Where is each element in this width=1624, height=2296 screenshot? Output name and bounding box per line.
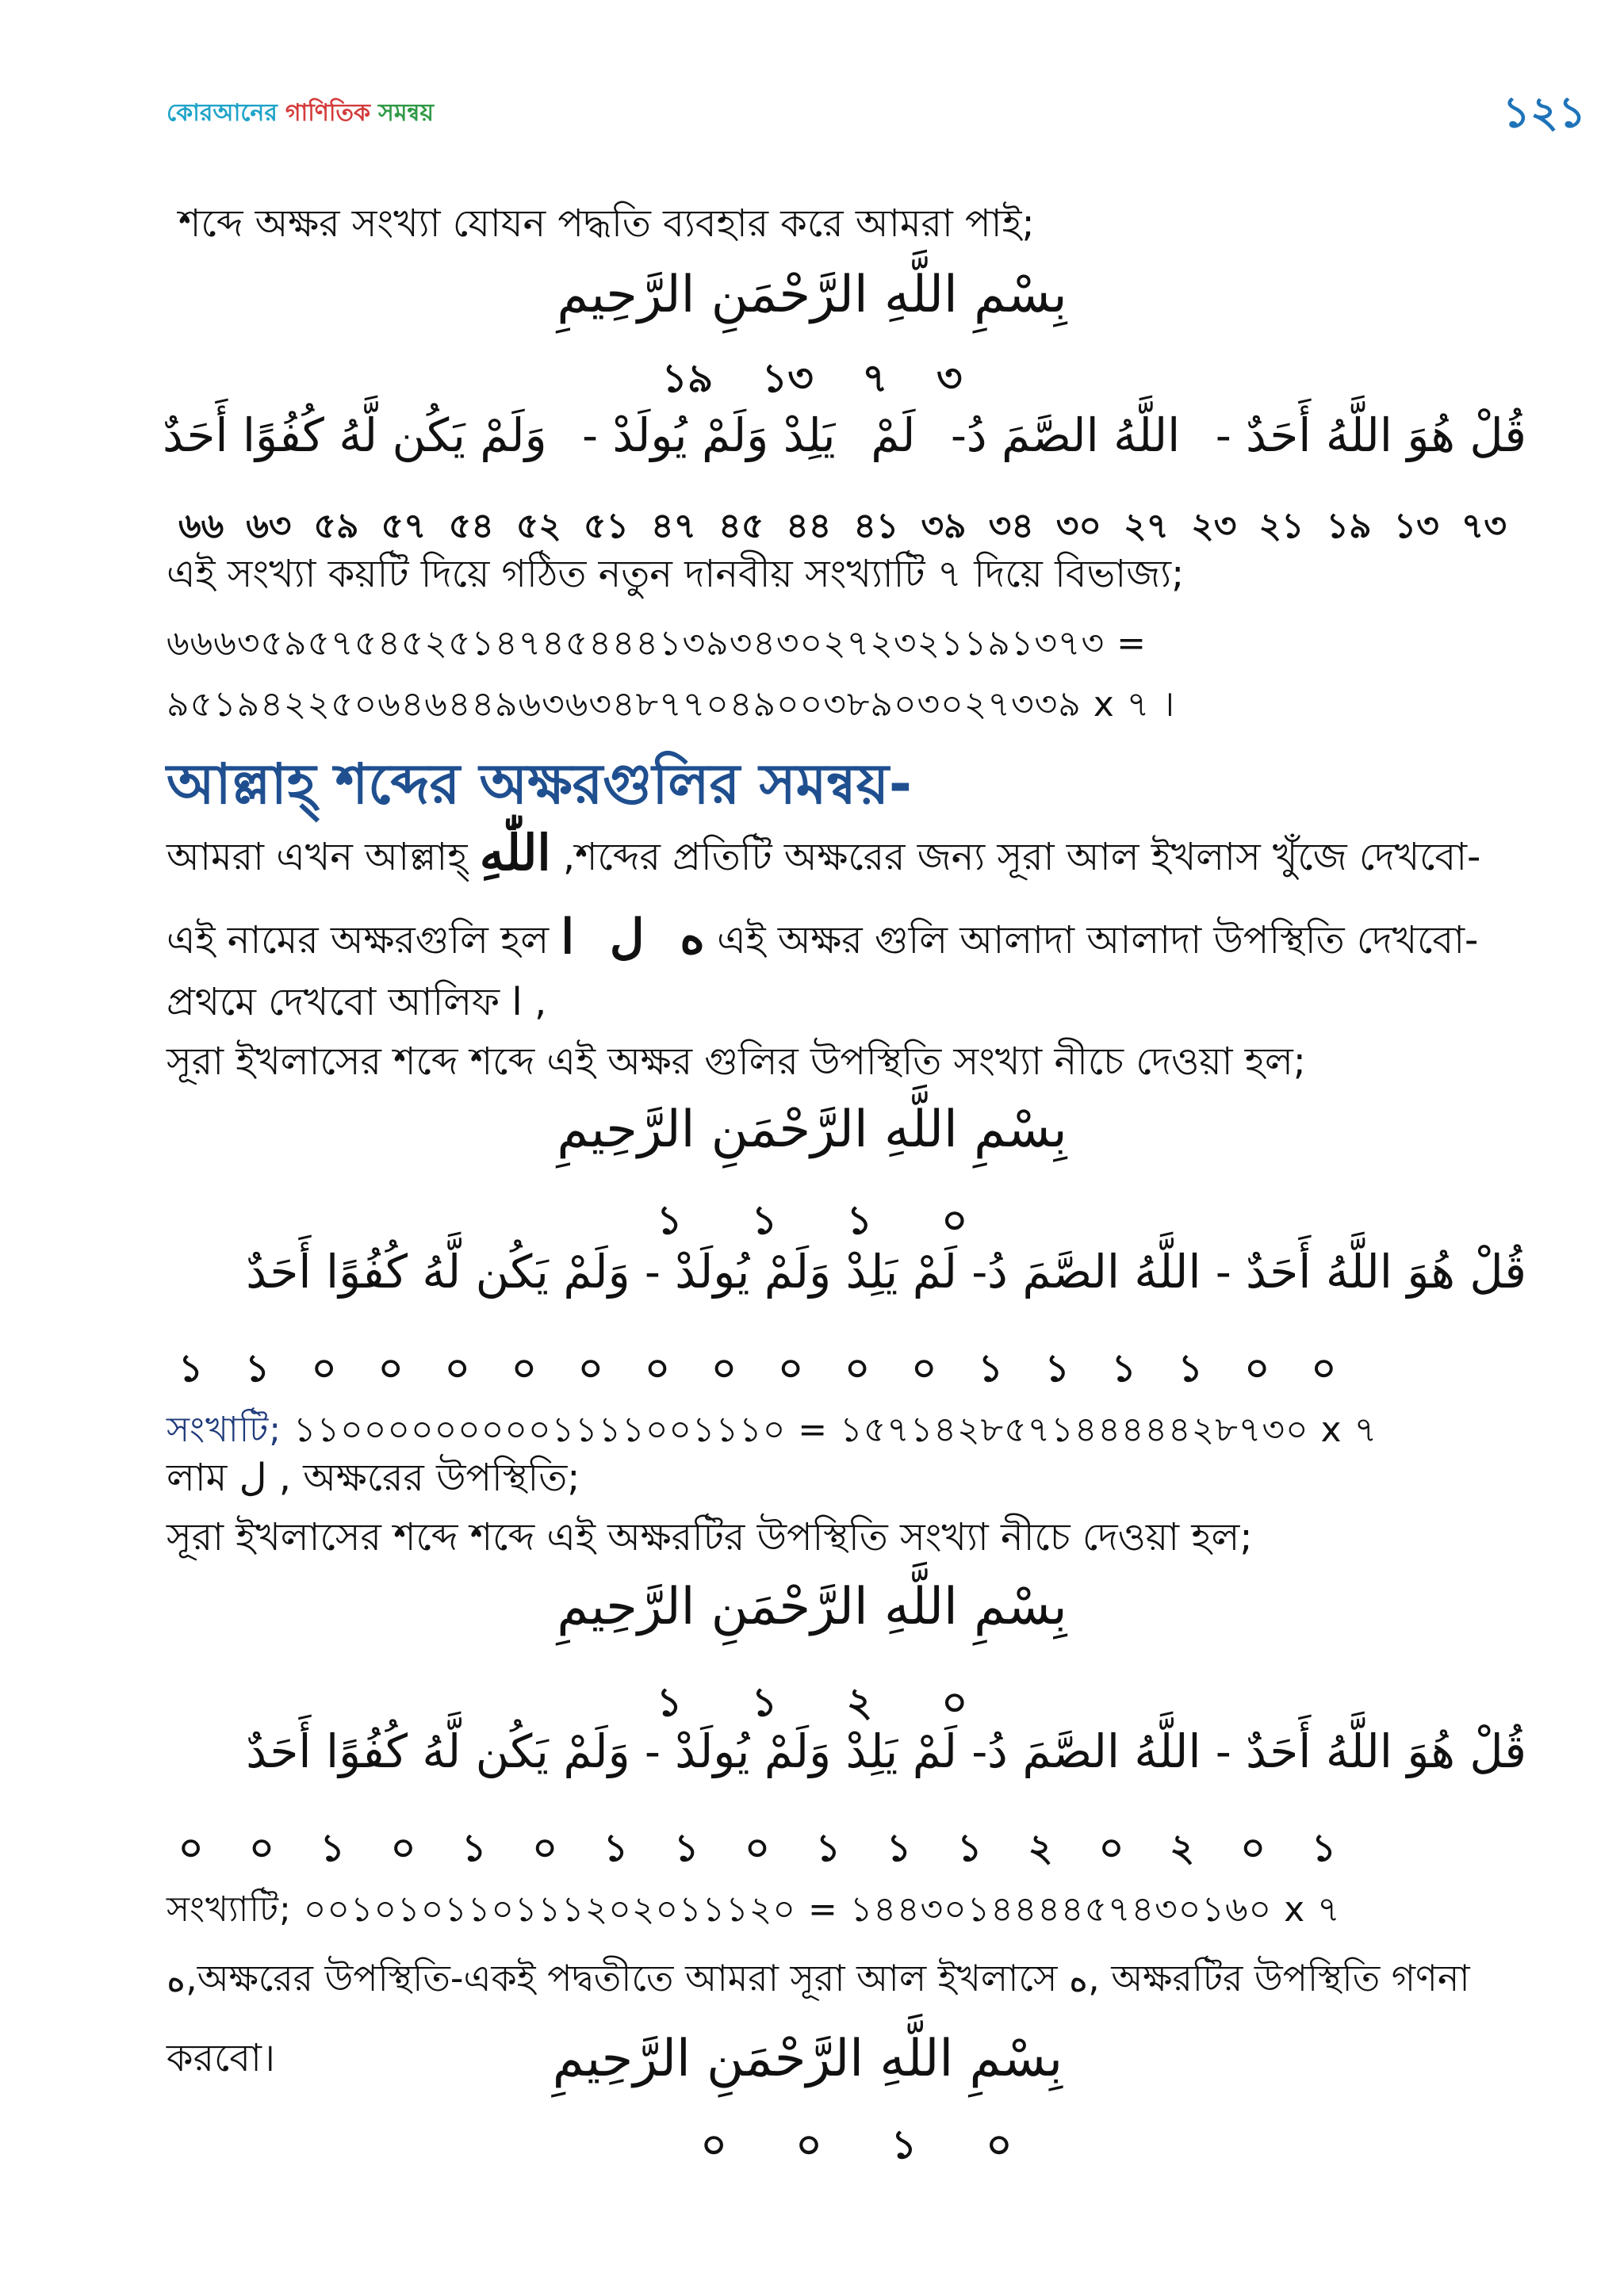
ha-paragraph-2: করবো। — [167, 2036, 276, 2080]
number-cell: ৪১ — [853, 506, 899, 546]
section-heading: আল্লাহ্ শব্দের অক্ষরগুলির সমন্বয়- — [167, 752, 912, 817]
number-cell: ৫২ — [515, 506, 561, 546]
lam-line: লাম ل , অক্ষরের উপস্থিতি; — [167, 1456, 580, 1500]
alif-digit-cell: ১ — [1111, 1346, 1136, 1391]
verse-seg-2: اللَّهُ الصَّمَ دُ- — [951, 408, 1181, 462]
verse-line-2: قُلْ هُوَ اللَّهُ أَحَدٌ - اللَّهُ الصَّمَ دُ- لَمْ يَلِدْ وَلَمْ يُولَدْ - وَلَمْ يَكُن لَّهُ كُفُوًا أَحَدٌ — [246, 1245, 1526, 1299]
alif-digit-cell: ০ — [711, 1346, 737, 1391]
allah-word: اللّٰهِ — [479, 824, 551, 882]
lam-digit-cell: ০ — [1240, 1826, 1266, 1870]
number-cell: ৫১ — [583, 506, 630, 546]
lam-digit-cell: ১ — [1311, 1826, 1336, 1870]
alif-digit-cell: ১ — [245, 1346, 270, 1391]
alif-digit-cell: ০ — [378, 1346, 404, 1391]
alif-digit-cell: ১ — [1178, 1346, 1203, 1391]
lam-result: সংখ্যাটি; ০০১০১০১১০১১১২০২০১১১২০ = ১৪৪৩০১৪৪৪৪৫৭৪৩০১৬০ x ৭ — [167, 1889, 1341, 1930]
basmala-4: بِسْمِ اللَّهِ الرَّحْمَنِ الرَّحِيمِ — [552, 2030, 1063, 2088]
big-number: ৬৬৬৩৫৯৫৭৫৪৫২৫১৪৭৪৫৪৪৪১৩৯৩৪৩০২৭২৩২১১৯১৩৭৩ = — [167, 623, 1147, 664]
lam-digit-cell: ১ — [886, 1826, 912, 1870]
lam-digit-cell: ১ — [674, 1826, 699, 1870]
number-cell: ৭৩ — [1461, 506, 1507, 546]
lam-digit-cell: ০ — [1098, 1826, 1124, 1870]
basmala-4-digits: ০ ০ ১ ০ — [700, 2122, 1013, 2168]
alif-verse-digits — [178, 1340, 1336, 1402]
lam-digit-cell: ২ — [1170, 1826, 1195, 1870]
basmala-3: بِسْمِ اللَّهِ الرَّحْمَنِ الرَّحِيمِ — [557, 1578, 1067, 1636]
surah-line-1: সূরা ইখলাসের শব্দে শব্দে এই অক্ষর গুলির উপস্থিতি সংখ্যা নীচে দেওয়া হল; — [167, 1039, 1306, 1084]
para-2 — [167, 909, 1479, 965]
para-2-before: এই নামের অক্ষরগুলি হল — [167, 918, 561, 962]
number-cell: ৬৬ — [178, 506, 224, 546]
number-cell: ১৯ — [1326, 506, 1372, 546]
basmala-2: بِسْمِ اللَّهِ الرَّحْمَنِ الرَّحِيمِ — [557, 1100, 1067, 1159]
running-head-part3: সমন্বয় — [378, 99, 435, 127]
lam-digit-cell: ১ — [957, 1826, 982, 1870]
number-cell: ৪৫ — [718, 506, 764, 546]
basmala-2-digits: ১ ১ ১ ০ — [656, 1197, 968, 1243]
number-cell: ৪৪ — [786, 506, 832, 546]
number-cell: ২৭ — [1123, 506, 1170, 546]
lam-digit-cell: ০ — [249, 1826, 274, 1870]
divisible-line: এই সংখ্যা কয়টি দিয়ে গঠিত নতুন দানবীয় সংখ্যাটি ৭ দিয়ে বিভাজ্য; — [167, 552, 1185, 596]
lam-digit-cell: ০ — [390, 1826, 416, 1870]
alif-digit-cell: ০ — [578, 1346, 603, 1391]
para-1-before: আমরা এখন আল্লাহ্ — [167, 835, 480, 879]
number-cell: ৬৩ — [246, 506, 292, 546]
alif-digit-cell: ০ — [312, 1346, 337, 1391]
quotient-line: ৯৫১৯৪২২৫০৬৪৬৪৪৯৬৩৬৩৪৮৭৭০৪৯০০৩৮৯০৩০২৭৩৩৯ x ৭ । — [167, 684, 1176, 725]
running-head-part1: কোরআনের — [167, 99, 278, 127]
alif-result-label: সংখাটি; — [167, 1410, 282, 1450]
ha-paragraph: ه,অক্ষরের উপস্থিতি-একই পদ্বতীতে আমরা সূরা আল ইখলাসে ه, অক্ষরটির উপস্থিতি গণনা — [167, 1957, 1470, 1999]
alif-result — [167, 1403, 1377, 1461]
alif-digit-cell: ১ — [1044, 1346, 1070, 1391]
verse-seg-3: لَمْ — [871, 408, 916, 462]
running-head — [167, 94, 434, 134]
verse-line-1 — [163, 408, 1526, 462]
alif-digit-cell: ১ — [978, 1346, 1003, 1391]
basmala-3-digits: ১ ১ ২ ০ — [656, 1679, 968, 1725]
alif-digit-cell: ০ — [445, 1346, 470, 1391]
number-cell: ৩৯ — [921, 506, 967, 546]
verse-seg-1: قُلْ هُوَ اللَّهُ أَحَدٌ - — [1215, 408, 1526, 462]
alif-digit-cell: ০ — [845, 1346, 870, 1391]
number-cell: ২৩ — [1191, 506, 1237, 546]
number-cell: ১৩ — [1393, 506, 1439, 546]
number-cell: ৪৭ — [651, 506, 697, 546]
alif-digit-cell: ০ — [778, 1346, 803, 1391]
alif-digit-cell: ০ — [1311, 1346, 1336, 1391]
verse-seg-5: وَلَمْ يَكُن لَّهُ كُفُوًا أَحَدٌ — [163, 408, 547, 462]
lam-digit-cell: ০ — [745, 1826, 770, 1870]
number-cell: ৩০ — [1055, 506, 1101, 546]
lam-digit-cell: ০ — [178, 1826, 204, 1870]
lam-digit-cell: ১ — [603, 1826, 628, 1870]
basmala-1: بِسْمِ اللَّهِ الرَّحْمَنِ الرَّحِيمِ — [557, 266, 1067, 324]
lam-digit-cell: ১ — [320, 1826, 345, 1870]
running-head-part2: গাণিতিক — [285, 99, 370, 127]
alif-result-value: ১১০০০০০০০০০১১১১০০১১১০ = ১৫৭১৪২৮৫৭১৪৪৪৪৪২৮৭৩০ x ৭ — [282, 1410, 1378, 1450]
number-cell: ৩৪ — [988, 506, 1034, 546]
numbers-row-1 — [178, 499, 1507, 557]
alif-digit-cell: ০ — [645, 1346, 670, 1391]
para-1 — [167, 824, 1481, 882]
basmala-1-digits: ১৯ ১৩ ৭ ৩ — [661, 355, 963, 401]
verse-line-3: قُلْ هُوَ اللَّهُ أَحَدٌ - اللَّهُ الصَّمَ دُ- لَمْ يَلِدْ وَلَمْ يُولَدْ - وَلَمْ يَكُن لَّهُ كُفُوًا أَحَدٌ — [246, 1724, 1526, 1778]
number-cell: ৫৭ — [381, 506, 427, 546]
para-2-after: এই অক্ষর গুলি আলাদা আলাদা উপস্থিতি দেখবো- — [704, 918, 1479, 962]
number-cell: ২১ — [1258, 506, 1304, 546]
letters-arabic: ه ل ا — [561, 909, 705, 965]
para-1-after: ,শব্দের প্রতিটি অক্ষরের জন্য সূরা আল ইখলাস খুঁজে দেখবো- — [550, 835, 1481, 879]
page-number: ১২১ — [1502, 87, 1586, 137]
lam-digit-cell: ২ — [1028, 1826, 1053, 1870]
intro-line: শব্দে অক্ষর সংখ্যা যোযন পদ্ধতি ব্যবহার করে আমরা পাই; — [178, 201, 1035, 246]
number-cell: ৫৯ — [313, 506, 359, 546]
number-cell: ৫৪ — [448, 506, 494, 546]
alif-line: প্রথমে দেখবো আলিফ ا , — [167, 980, 547, 1024]
lam-digit-cell: ১ — [462, 1826, 487, 1870]
alif-digit-cell: ০ — [1244, 1346, 1270, 1391]
surah-line-2: সূরা ইখলাসের শব্দে শব্দে এই অক্ষরটির উপস্থিতি সংখ্যা নীচে দেওয়া হল; — [167, 1515, 1253, 1559]
lam-verse-digits — [178, 1820, 1336, 1882]
lam-digit-cell: ০ — [532, 1826, 557, 1870]
alif-digit-cell: ১ — [178, 1346, 204, 1391]
alif-digit-cell: ০ — [911, 1346, 936, 1391]
alif-digit-cell: ০ — [511, 1346, 537, 1391]
verse-seg-4: يَلِدْ وَلَمْ يُولَدْ - — [582, 408, 836, 462]
lam-digit-cell: ১ — [815, 1826, 841, 1870]
